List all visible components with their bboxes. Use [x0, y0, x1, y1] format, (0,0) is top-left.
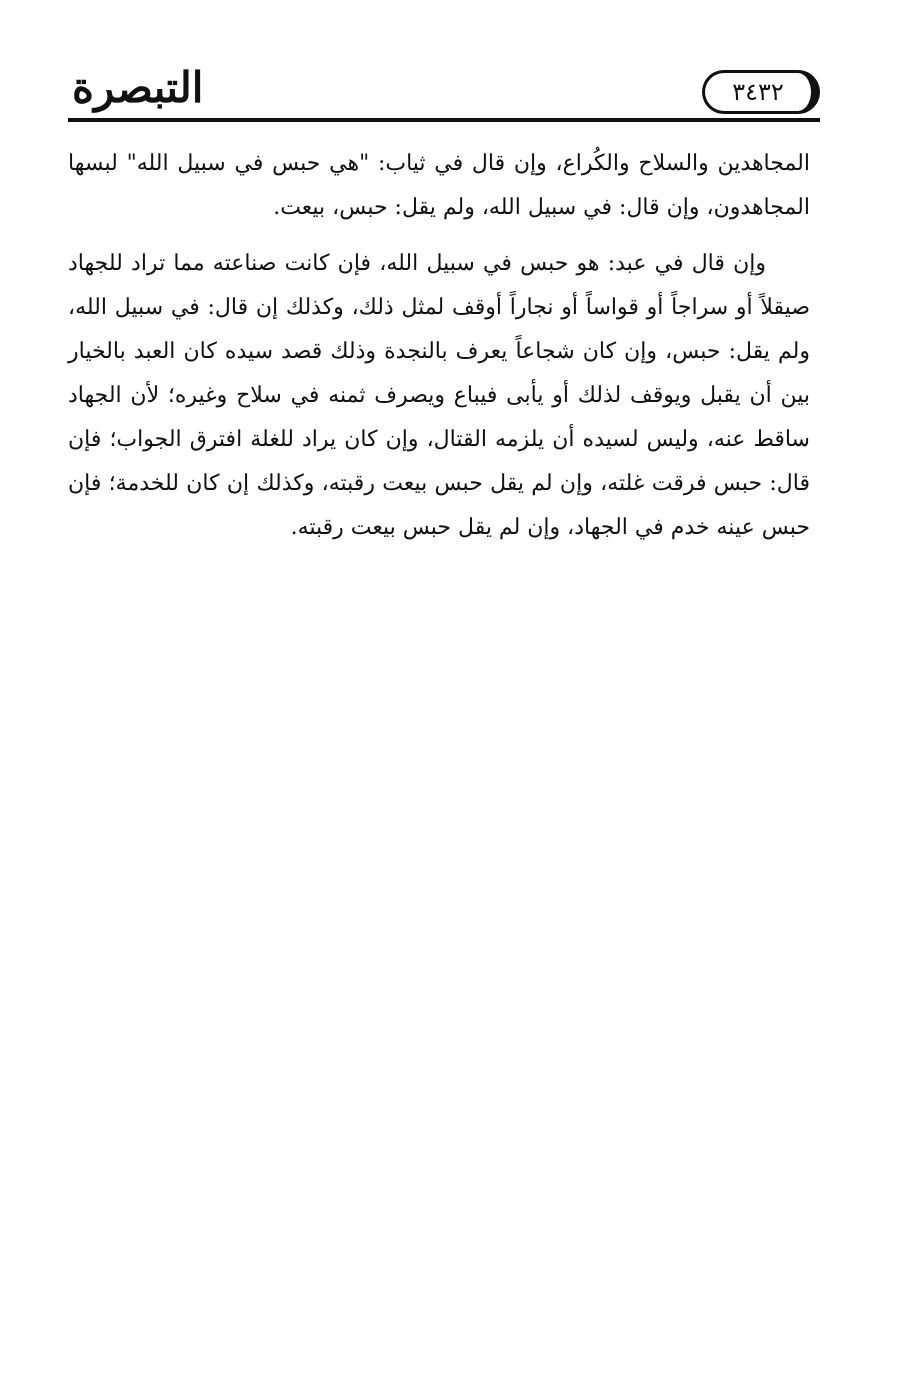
page-body: [68, 142, 810, 550]
header-rule: [68, 118, 820, 122]
book-title: التبصرة: [72, 63, 204, 112]
paragraph-2: وإن قال في عبد: هو حبس في سبيل الله، فإن كانت صناعته مما تراد للجهاد صيقلاً أو سراجاً أو قواساً أو نجاراً أوقف لمثل ذلك، وكذلك إن قال: في سبيل الله، ولم يقل: حبس، وإن كان شجاعاً يعرف بالنجدة وذلك قصد سيده كان العبد بالخيار بين أن يقبل ويوقف لذلك أو يأبى فيباع ويصرف ثمنه في سلاح وغيره؛ لأن الجهاد ساقط عنه، وليس لسيده أن يلزمه القتال، وإن كان يراد للغلة افترق الجواب؛ فإن قال: حبس فرقت غلته، وإن لم يقل حبس بيعت رقبته، وكذلك إن كان للخدمة؛ فإن حبس عينه خدم في الجهاد، وإن لم يقل حبس بيعت رقبته.: [68, 251, 810, 540]
page-number: ٣٤٣٢: [732, 78, 784, 106]
page-header: [68, 58, 820, 124]
page-number-frame: [702, 70, 820, 114]
paragraph-1: المجاهدين والسلاح والكُراع، وإن قال في ثياب: "هي حبس في سبيل الله" لبسها المجاهدون، وإن قال: في سبيل الله، ولم يقل: حبس، بيعت.: [68, 151, 810, 220]
